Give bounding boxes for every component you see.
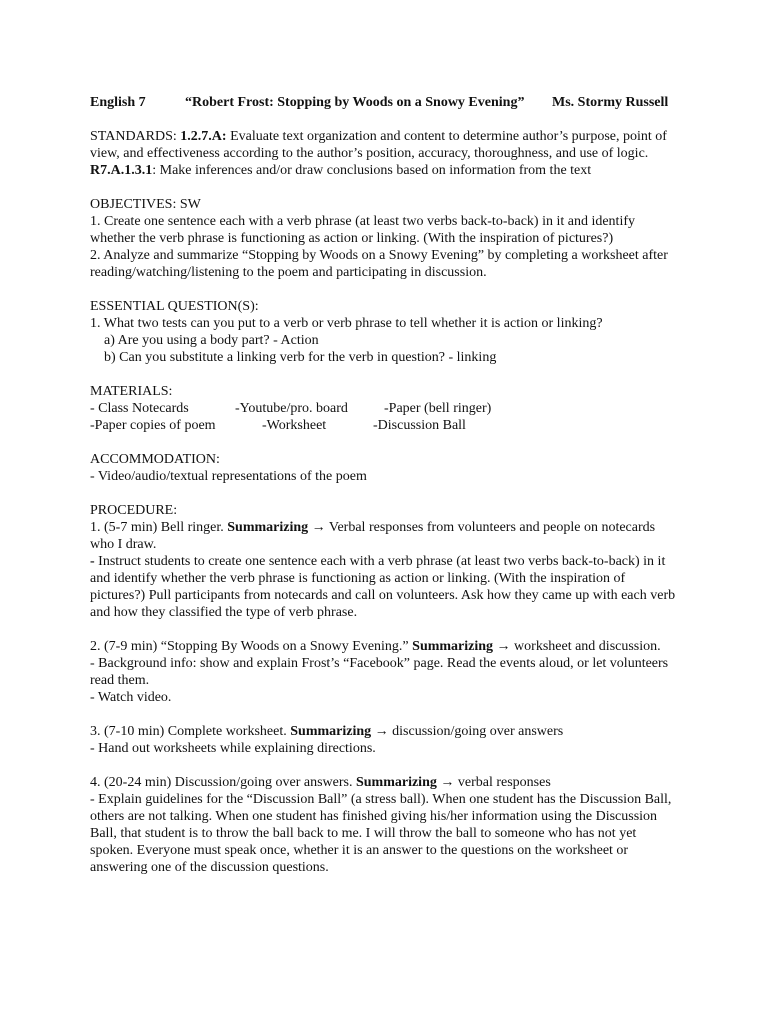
procedure-step-4 xyxy=(90,774,676,791)
standard-2 xyxy=(90,162,676,179)
course-name: English 7 xyxy=(90,95,146,110)
step-2-lead: 2. (7-9 min) “Stopping By Woods on a Snowy Evening.” xyxy=(90,639,413,654)
material-item: -Paper copies of poem xyxy=(90,418,216,433)
materials-row-1 xyxy=(90,400,676,417)
essential-answer-a: a) Are you using a body part? - Action xyxy=(104,333,319,348)
step-2-detail-1: - Background info: show and explain Frost’s “Facebook” page. Read the events aloud, or let volunteers read them. xyxy=(90,656,669,688)
procedure-step-1-detail xyxy=(90,553,676,621)
material-item: - Class Notecards xyxy=(90,401,189,416)
objective-1: 1. Create one sentence each with a verb phrase (at least two verbs back-to-back) in it and identify whether the verb phrase is functioning as action or linking. (With the inspiration of pictures?) xyxy=(90,214,636,246)
standard-1 xyxy=(90,128,676,162)
procedure-heading: PROCEDURE: xyxy=(90,503,178,518)
essential-answer-b: b) Can you substitute a linking verb for the verb in question? - linking xyxy=(104,350,497,365)
accommodation-item: - Video/audio/textual representations of the poem xyxy=(90,469,367,484)
step-4-detail-1: - Explain guidelines for the “Discussion Ball” (a stress ball). When one student has the Discussion Ball, others are not talking. When one student has finished giving his/her information using the Discussion Ball, that student is to throw the ball back to me. I will throw the ball to someone who has not yet spoken. Everyone must speak once, whether it is an answer to the questions on the worksheet or answering one of the discussion questions. xyxy=(90,792,672,875)
objective-2: 2. Analyze and summarize “Stopping by Woods on a Snowy Evening” by completing a worksheet after reading/watching/listening to the poem and participating in discussion. xyxy=(90,248,668,280)
procedure-step-4-block xyxy=(90,774,676,876)
step-3-rest: → discussion/going over answers xyxy=(371,724,564,739)
essential-heading: ESSENTIAL QUESTION(S): xyxy=(90,299,259,314)
material-item: -Worksheet xyxy=(262,418,327,433)
essential-questions-section xyxy=(90,298,676,366)
accommodation-section xyxy=(90,451,676,485)
materials-section xyxy=(90,383,676,434)
lesson-title: “Robert Frost: Stopping by Woods on a Snowy Evening” xyxy=(185,95,525,110)
material-item: -Discussion Ball xyxy=(373,418,466,433)
standard-1-code: 1.2.7.A: xyxy=(180,129,227,144)
step-4-lead: 4. (20-24 min) Discussion/going over answers. xyxy=(90,775,356,790)
step-4-rest: → verbal responses xyxy=(436,775,551,790)
step-1-dash: - xyxy=(90,554,95,569)
material-item: -Youtube/pro. board xyxy=(235,401,348,416)
procedure-step-2 xyxy=(90,638,676,655)
document-header xyxy=(90,94,676,111)
standard-2-text: : Make inferences and/or draw conclusions based on information from the text xyxy=(152,163,592,178)
procedure-step-3 xyxy=(90,723,676,740)
procedure-step-1 xyxy=(90,519,676,553)
material-item: -Paper (bell ringer) xyxy=(384,401,492,416)
procedure-step-2-block xyxy=(90,638,676,706)
materials-row-2 xyxy=(90,417,676,434)
step-2-detail-2: - Watch video. xyxy=(90,690,172,705)
step-1-detail-text: Instruct students to create one sentence each with a verb phrase (at least two verbs back-to-back) in it and identify whether the verb phrase is functioning as action or linking. (With the inspiration of pictures?) Pull participants from notecards and call on volunteers. Ask how they came up with each verb and how they classified the type of verb phrase. xyxy=(90,554,676,620)
procedure-step-3-block xyxy=(90,723,676,757)
step-1-rest: → Verbal responses from volunteers and people on notecards who I draw. xyxy=(90,520,656,552)
step-1-lead: 1. (5-7 min) Bell ringer. xyxy=(90,520,228,535)
objectives-section xyxy=(90,196,676,281)
step-2-rest: → worksheet and discussion. xyxy=(493,639,661,654)
step-2-strategy: Summarizing xyxy=(412,639,494,654)
step-3-strategy: Summarizing xyxy=(290,724,372,739)
standards-label: STANDARDS: xyxy=(90,129,181,144)
accommodation-heading: ACCOMMODATION: xyxy=(90,452,220,467)
standard-1-text: Evaluate text organization and content to determine author’s purpose, point of view, and effectiveness according to the author’s position, accuracy, thoroughness, and use of logic. xyxy=(90,129,667,161)
essential-question-1: 1. What two tests can you put to a verb or verb phrase to tell whether it is action or linking? xyxy=(90,316,603,331)
step-4-strategy: Summarizing xyxy=(355,775,437,790)
step-3-lead: 3. (7-10 min) Complete worksheet. xyxy=(90,724,291,739)
step-1-strategy: Summarizing xyxy=(227,520,309,535)
standards-section xyxy=(90,128,676,179)
objectives-heading: OBJECTIVES: SW xyxy=(90,197,201,212)
materials-heading: MATERIALS: xyxy=(90,384,173,399)
standard-2-code: R7.A.1.3.1 xyxy=(90,163,153,178)
teacher-name: Ms. Stormy Russell xyxy=(552,95,669,110)
procedure-section xyxy=(90,502,676,621)
step-3-detail-1: - Hand out worksheets while explaining directions. xyxy=(90,741,376,756)
